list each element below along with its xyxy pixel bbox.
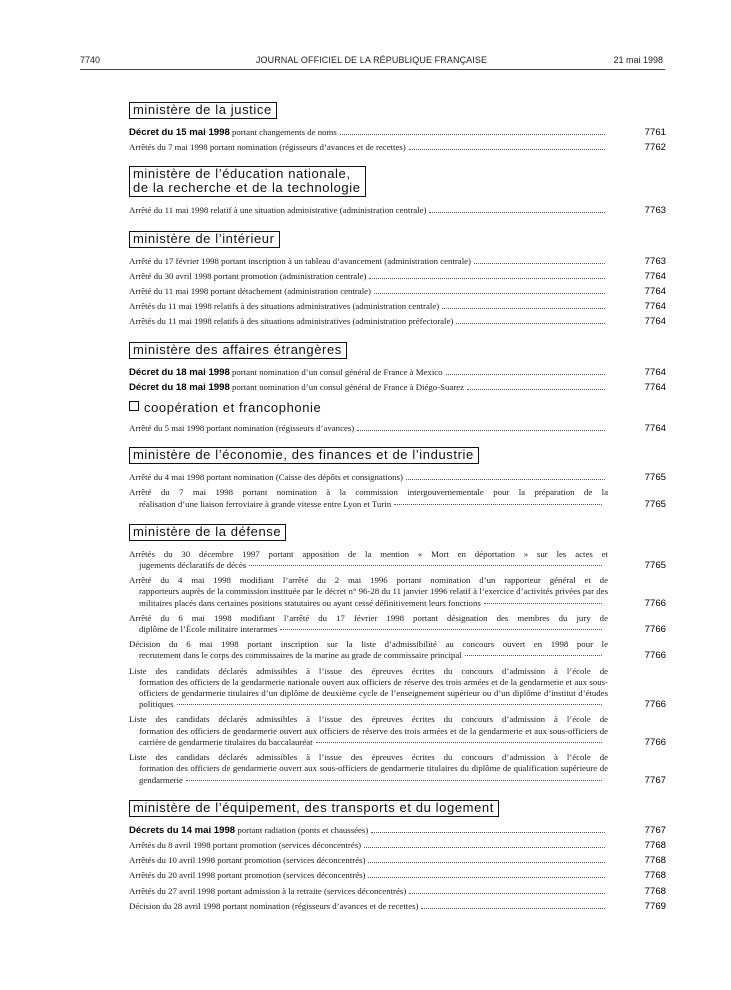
section-title	[129, 401, 666, 415]
section-title-line: ministère de la justice	[133, 102, 272, 117]
entry-text: Décision du 28 avril 1998 portant nomination (régisseurs d’avances et de recettes)	[129, 900, 419, 911]
leader-dots	[484, 603, 602, 604]
toc-section	[129, 401, 666, 434]
page-reference: 7764	[644, 316, 666, 328]
toc-entry[interactable]	[129, 840, 666, 851]
page-reference: 7762	[644, 142, 666, 154]
page-reference: 7768	[644, 855, 666, 867]
page-reference: 7768	[644, 839, 666, 851]
header-rule	[80, 69, 665, 70]
page-number: 7740	[80, 55, 101, 65]
page-reference: 7765	[644, 498, 666, 510]
entry-text: Arrêté du 17 février 1998 portant inscription à un tableau d’avancement (administration centrale)	[129, 255, 471, 266]
entry-lead: Décret du 18 mai 1998	[129, 366, 230, 378]
entry-text-continued: formation des officiers de la gendarmerie nationale ouvert aux officiers de réserve des trois armées et de la gendarmerie et aux sous-officiers de gendarmerie titulaires d’un diplôme de deuxième cycle de l’enseignement supérieur ou d’un diplôme d’institut d’études politiques	[139, 676, 608, 710]
toc-section	[129, 446, 666, 510]
entry-text-continued: réalisation d’une liaison ferroviaire à grande vitesse entre Lyon et Turin	[139, 498, 392, 509]
entry-text-continued: recrutement dans le corps des commissaires de la marine au grade de commissaire principal	[139, 650, 462, 661]
section-title-line: de la recherche et de la technologie	[133, 180, 361, 196]
leader-dots	[368, 877, 605, 878]
entry-text: Arrêté du 5 mai 1998 portant nomination (régisseurs d’avances)	[129, 423, 355, 434]
toc-entry[interactable]	[129, 382, 666, 393]
leader-dots	[421, 908, 605, 909]
entry-text: Arrêté du 4 mai 1998 modifiant l’arrêté du 2 mai 1996 portant nomination d’un rapporteur général et de	[129, 575, 608, 586]
toc-section	[129, 341, 666, 393]
entry-text: portant nomination d’un consul général de France à Mexico	[229, 366, 443, 377]
page-reference: 7765	[644, 560, 666, 572]
toc-entry[interactable]	[129, 575, 666, 609]
toc-entry[interactable]	[129, 142, 666, 153]
toc-entry[interactable]	[129, 367, 666, 378]
page-reference: 7764	[644, 286, 666, 298]
leader-dots	[465, 655, 602, 656]
entry-text: Liste des candidats déclarés admissibles à l’issue des épreuves écrites du concours d’admission à l’école de	[129, 665, 608, 676]
section-title-line: ministère des affaires étrangères	[133, 341, 342, 357]
leader-dots	[446, 374, 605, 375]
entry-text: Arrêtés du 11 mai 1998 relatifs à des situations administratives (administration préfectorale)	[129, 316, 454, 327]
leader-dots	[467, 389, 605, 390]
entry-text: Arrêté du 11 mai 1998 relatif à une situation administrative (administration centrale)	[129, 205, 427, 216]
leader-dots	[394, 504, 602, 505]
entry-text: Arrêté du 11 mai 1998 portant détachement (administration centrale)	[129, 286, 371, 297]
entry-text: Arrêtés du 7 mai 1998 portant nomination (régisseurs d’avances et de recettes)	[129, 142, 406, 153]
entry-text: Arrêté du 30 avril 1998 portant promotion (administration centrale)	[129, 270, 367, 281]
toc-entry[interactable]	[129, 271, 666, 282]
table-of-contents	[129, 101, 666, 925]
toc-entry[interactable]	[129, 666, 666, 711]
leader-dots	[186, 780, 602, 781]
toc-entry[interactable]	[129, 316, 666, 327]
leader-dots	[357, 430, 605, 431]
entry-text: Arrêtés du 8 avril 1998 portant promotion (services déconcentrés)	[129, 839, 362, 850]
section-title	[129, 524, 286, 541]
entry-text: Liste des candidats déclarés admissibles à l’issue des épreuves écrites du concours d’admission à l’école de	[129, 752, 608, 763]
leader-dots	[406, 479, 605, 480]
toc-entry[interactable]	[129, 714, 666, 748]
page-reference: 7764	[644, 270, 666, 282]
entry-text: portant changements de noms	[229, 127, 337, 137]
entry-text-continued: formation des officiers de gendarmerie ouvert aux officiers de réserve des trois armées et de la gendarmerie et aux sous-officiers de carrière de gendarmerie titulaires du baccalauréat	[139, 725, 608, 747]
page-reference: 7768	[644, 870, 666, 882]
toc-section	[129, 166, 666, 216]
page-reference: 7764	[644, 301, 666, 313]
leader-dots	[456, 323, 605, 324]
entry-text: Arrêtés du 27 avril 1998 portant admission à la retraite (services déconcentrés)	[129, 885, 407, 896]
toc-entry[interactable]	[129, 472, 666, 483]
toc-entry[interactable]	[129, 752, 666, 786]
toc-entry[interactable]	[129, 127, 666, 138]
leader-dots	[316, 742, 602, 743]
section-title	[129, 447, 479, 464]
leader-dots	[409, 893, 605, 894]
entry-text: Arrêté du 7 mai 1998 portant nomination à la commission intergouvernementale pour la préparation de la	[129, 487, 608, 498]
journal-title: JOURNAL OFFICIEL DE LA RÉPUBLIQUE FRANÇAISE	[255, 55, 488, 65]
page-reference: 7769	[644, 900, 666, 912]
page-reference: 7763	[644, 255, 666, 267]
entry-lead: Décret du 15 mai 1998	[129, 127, 230, 138]
page-reference: 7767	[644, 824, 666, 836]
section-title	[129, 231, 280, 248]
toc-entry[interactable]	[129, 256, 666, 267]
entry-text-continued: diplôme de l’École militaire interarmes	[139, 624, 278, 635]
toc-section	[129, 101, 666, 153]
toc-entry[interactable]	[129, 825, 666, 836]
page-header	[80, 52, 663, 66]
page-reference: 7761	[644, 127, 666, 138]
page-reference: 7766	[644, 624, 666, 636]
entry-text-continued: rapporteurs auprès de la commission instituée par le décret n° 96-28 du 11 janvier 1996 relatif à l’exercice d’activités privées par des militaires placés dans certaines positions statutaires ou ayant cessé définitivement leurs fonctions	[139, 586, 608, 608]
entry-text: Liste des candidats déclarés admissibles à l’issue des épreuves écrites du concours d’admission à l’école de	[129, 714, 608, 725]
entry-text-continued: formation des officiers de gendarmerie ouvert aux sous-officiers de gendarmerie titulaires du diplôme de qualification supérieure de gendarmerie	[139, 763, 608, 785]
section-title-line: ministère de l’éducation nationale,	[133, 166, 351, 182]
page-reference: 7768	[644, 885, 666, 897]
entry-text: portant radiation (ponts et chaussées)	[235, 824, 369, 835]
toc-entry[interactable]	[129, 301, 666, 312]
page-reference: 7765	[644, 472, 666, 484]
leader-dots	[340, 134, 605, 135]
checkbox-square-icon	[129, 401, 139, 411]
page-reference: 7764	[644, 381, 666, 393]
leader-dots	[371, 832, 605, 833]
entry-text: Arrêtés du 11 mai 1998 relatifs à des situations administratives (administration centrale)	[129, 301, 440, 312]
toc-entry[interactable]	[129, 886, 666, 897]
toc-section	[129, 799, 666, 912]
entry-text: Arrêtés du 20 avril 1998 portant promotion (services déconcentrés)	[129, 870, 366, 881]
entry-lead: Décrets du 14 mai 1998	[129, 824, 236, 836]
page-reference: 7764	[644, 366, 666, 378]
leader-dots	[442, 308, 605, 309]
page-reference: 7763	[644, 205, 666, 217]
entry-text: Arrêtés du 30 décembre 1997 portant apposition de la mention « Mort en déportation » sur les actes et	[129, 548, 608, 559]
page-reference: 7764	[644, 423, 666, 435]
page-reference: 7766	[644, 736, 666, 748]
entry-text: Décision du 6 mai 1998 portant inscription sur la liste d’admissibilité au concours ouvert en 1998 pour le	[129, 639, 608, 650]
leader-dots	[409, 149, 605, 150]
toc-entry[interactable]	[129, 286, 666, 297]
leader-dots	[429, 212, 605, 213]
entry-text: Arrêté du 6 mai 1998 modifiant l’arrêté du 17 février 1998 portant désignation des membres du jury de	[129, 612, 608, 623]
section-title-line: ministère de l’économie, des finances et de l’industrie	[133, 447, 474, 463]
leader-dots	[368, 862, 605, 863]
toc-entry[interactable]	[129, 639, 666, 661]
section-title	[129, 166, 366, 197]
issue-date: 21 mai 1998	[613, 55, 663, 65]
leader-dots	[177, 704, 602, 705]
leader-dots	[249, 565, 602, 566]
entry-lead: Décret du 18 mai 1998	[129, 381, 230, 393]
entry-text: portant nomination d’un consul général de France à Diégo-Suarez	[229, 381, 465, 392]
entry-text: Arrêté du 4 mai 1998 portant nomination (Caisse des dépôts et consignations)	[129, 472, 403, 483]
toc-entry[interactable]	[129, 423, 666, 434]
entry-text: Arrêtés du 10 avril 1998 portant promotion (services déconcentrés)	[129, 855, 366, 866]
section-title	[129, 800, 499, 817]
leader-dots	[374, 293, 605, 294]
section-title-line: ministère de l’équipement, des transports et du logement	[133, 799, 494, 815]
section-title-text: coopération et francophonie	[144, 400, 322, 416]
leader-dots	[364, 847, 605, 848]
toc-entry[interactable]	[129, 487, 666, 509]
section-title	[129, 102, 277, 119]
leader-dots	[369, 278, 605, 279]
section-title	[129, 342, 347, 359]
toc-entry[interactable]	[129, 901, 666, 912]
toc-section	[129, 523, 666, 786]
toc-section	[129, 230, 666, 328]
leader-dots	[474, 263, 605, 264]
toc-entry[interactable]	[129, 549, 666, 571]
page-reference: 7766	[644, 650, 666, 662]
toc-entry[interactable]	[129, 613, 666, 635]
toc-entry[interactable]	[129, 205, 666, 216]
page-reference: 7767	[644, 774, 666, 786]
section-title-line: ministère de la défense	[133, 523, 282, 539]
page-reference: 7766	[644, 699, 666, 711]
entry-text-continued: jugements déclaratifs de décès	[139, 560, 247, 571]
toc-entry[interactable]	[129, 870, 666, 881]
toc-entry[interactable]	[129, 855, 666, 866]
page-reference: 7766	[644, 597, 666, 609]
section-title-line: ministère de l’intérieur	[133, 230, 275, 246]
leader-dots	[280, 629, 602, 630]
